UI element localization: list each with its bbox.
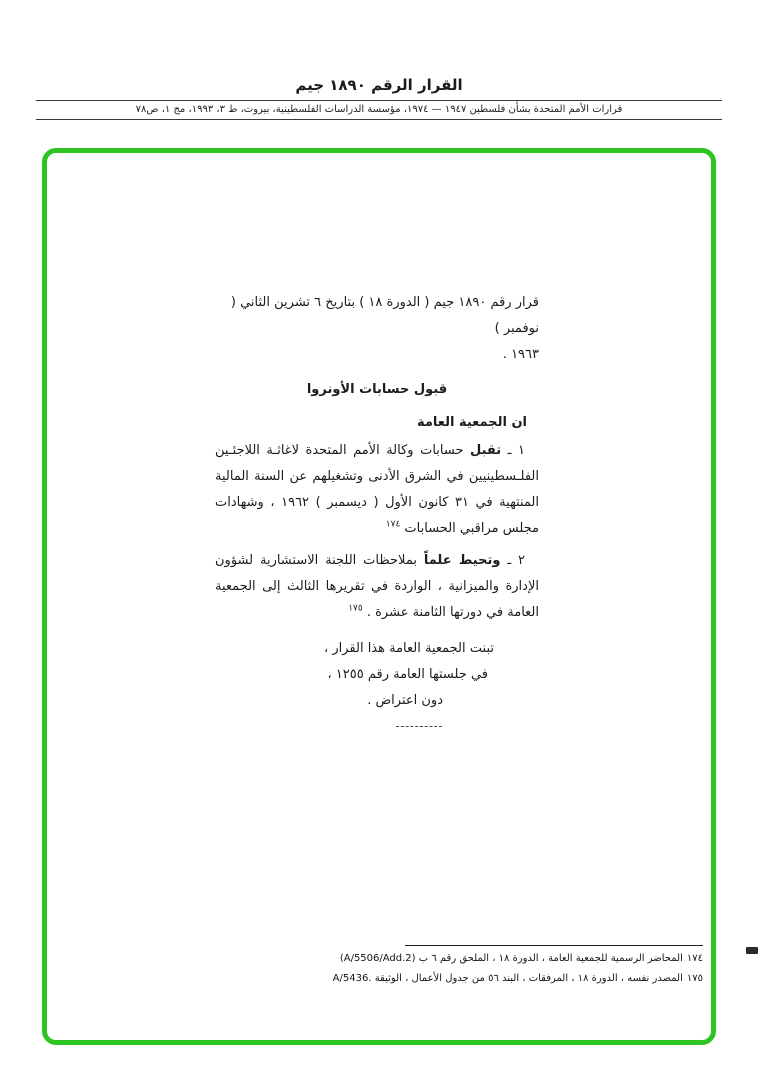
paragraph-2-number: ٢ ـ [500, 553, 526, 568]
footnote-separator [405, 945, 703, 946]
paragraph-1-lead: تقبل [470, 443, 502, 458]
footnote-174-doc-ref: (A/5506/Add.2) [339, 953, 416, 964]
section-end-rule [396, 726, 442, 727]
citation-line: قرارات الأمم المتحدة بشأن فلسطين ١٩٤٧ — ١٩٧٤، مؤسسة الدراسات الفلسطينية، بيروت، ط ٣، ١٩٩٣، مج ١، ص٧٨ [36, 100, 722, 120]
document-frame [42, 148, 716, 1045]
adoption-note [215, 636, 539, 714]
adoption-line-1: تبنت الجمعية العامة هذا القرار ، [324, 641, 494, 656]
paragraph-1-text: حسابات وكالة الأمم المتحدة لاغاثـة اللاجئـين الفلـسطينيين في الشرق الأدنى وتشغيلهم عن السنة المالية المنتهية في ٣١ كانون الأول ( ديسمبر ) ١٩٦٢ ، وشهادات مجلس مراقبي الحسابات [215, 443, 539, 536]
paragraph-2 [215, 548, 539, 626]
footnote-174-number: ١٧٤ [686, 953, 703, 964]
footnote-175-doc-ref: A/5436. [332, 973, 372, 984]
footnote-ref-175: ١٧٥ [348, 603, 363, 614]
paragraph-1 [215, 438, 539, 542]
scan-artifact [746, 947, 758, 954]
adoption-line-3: دون اعتراض . [367, 693, 443, 708]
page-title: القرار الرقم ١٨٩٠ جيم [295, 76, 463, 94]
resolution-title [215, 290, 539, 368]
paragraph-2-text: بملاحظات اللجنة الاستشارية لشؤون الإدارة والميزانية ، الواردة في تقريرها الثالث إلى الجمعية العامة في دورتها الثامنة عشرة . [215, 553, 539, 620]
footnote-175-number: ١٧٥ [686, 973, 703, 984]
paragraph-2-lead: وتحيط علماً [423, 553, 501, 568]
footnotes [333, 945, 703, 989]
resolution-title-line2: ١٩٦٣ . [502, 347, 539, 362]
footnote-174 [333, 949, 703, 969]
footnote-175 [333, 969, 703, 989]
adoption-line-2: في جلستها العامة رقم ١٢٥٥ ، [327, 667, 488, 682]
paragraph-1-number: ١ ـ [501, 443, 525, 458]
resolution-opening: ان الجمعية العامة [416, 415, 527, 430]
resolution-title-line1: قرار رقم ١٨٩٠ جيم ( الدورة ١٨ ) بتاريخ ٦ تشرين الثاني ( نوفمبر ) [230, 295, 539, 336]
footnote-175-text: المصدر نفسه ، الدورة ١٨ ، المرفقات ، البند ٥٦ من جدول الأعمال ، الوثيقة [371, 973, 683, 984]
footnote-174-text: المحاضر الرسمية للجمعية العامة ، الدورة ١٨ ، الملحق رقم ٦ ب [415, 953, 683, 964]
resolution-subtitle: قبول حسابات الأونروا [306, 382, 448, 397]
document-body [215, 290, 539, 727]
footnote-ref-174: ١٧٤ [385, 519, 401, 530]
